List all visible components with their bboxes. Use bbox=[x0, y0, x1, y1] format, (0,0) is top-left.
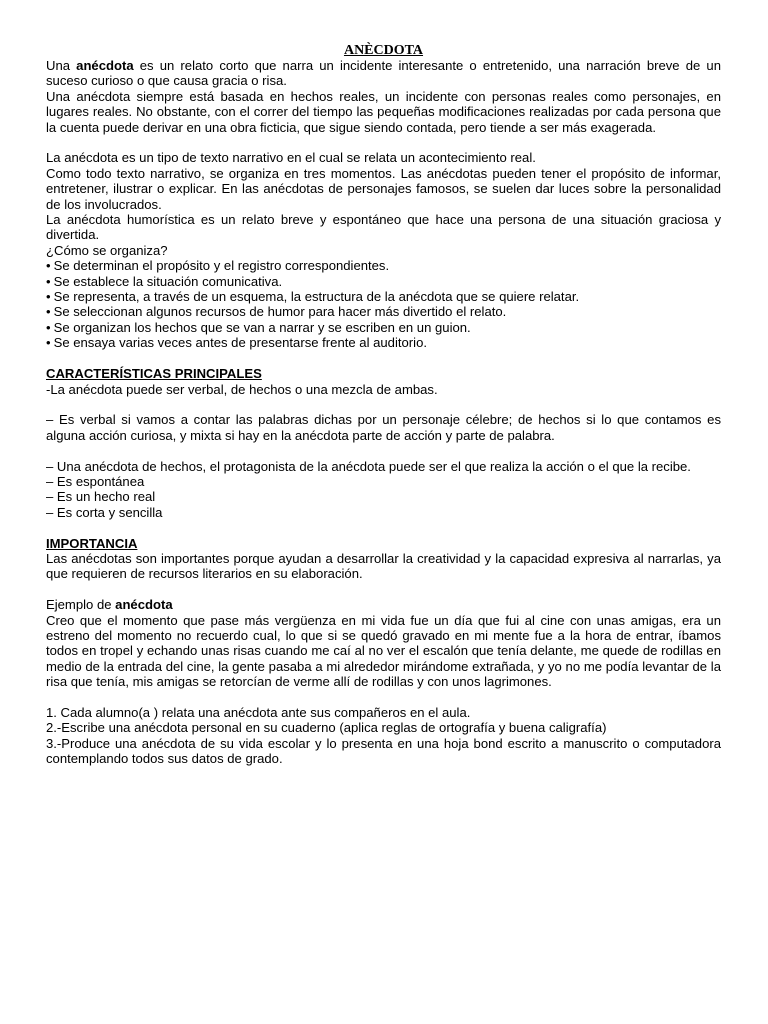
characteristic-item: – Es espontánea bbox=[46, 473, 145, 489]
importance-heading: IMPORTANCIA bbox=[46, 535, 138, 551]
narrative-paragraph-1: La anécdota es un tipo de texto narrativo en el cual se relata un acontecimiento real. bbox=[46, 150, 536, 166]
list-item: • Se establece la situación comunicativa. bbox=[46, 274, 721, 289]
organization-question: ¿Cómo se organiza? bbox=[46, 242, 168, 258]
intro-term: anécdota bbox=[76, 58, 134, 73]
spacer bbox=[46, 443, 721, 458]
spacer bbox=[46, 135, 721, 150]
intro-definition: es un relato corto que narra un incidente interesante o entretenido, una narración breve de un suceso curioso o que causa gracia o risa. bbox=[46, 58, 721, 89]
spacer bbox=[46, 351, 721, 366]
list-item: • Se ensaya varias veces antes de presentarse frente al auditorio. bbox=[46, 335, 721, 350]
list-item: • Se seleccionan algunos recursos de humor para hacer más divertido el relato. bbox=[46, 304, 721, 319]
example-label-prefix: Ejemplo de bbox=[46, 597, 116, 613]
characteristics-paragraph-1: -La anécdota puede ser verbal, de hechos o una mezcla de ambas. bbox=[46, 381, 438, 397]
importance-paragraph: Las anécdotas son importantes porque ayudan a desarrollar la creatividad y la capacidad expresiva al narrarlas, ya que requieren de recursos literarios en su elaboración. bbox=[46, 550, 721, 582]
spacer bbox=[46, 520, 721, 535]
task-item: 2.-Escribe una anécdota personal en su cuaderno (aplica reglas de ortografía y buena caligrafía) bbox=[46, 720, 607, 736]
intro-paragraph-1 bbox=[46, 58, 721, 89]
intro-prefix: Una bbox=[46, 58, 77, 73]
spacer bbox=[46, 582, 721, 597]
narrative-paragraph-3: La anécdota humorística es un relato breve y espontáneo que hace una persona de una situación graciosa y divertida. bbox=[46, 212, 721, 243]
spacer bbox=[46, 690, 721, 705]
spacer bbox=[46, 397, 721, 412]
characteristic-item: – Es corta y sencilla bbox=[46, 504, 163, 520]
organization-steps-list bbox=[46, 258, 721, 350]
characteristics-paragraph-3: – Una anécdota de hechos, el protagonista de la anécdota puede ser el que realiza la acción o el que la recibe. bbox=[46, 458, 691, 474]
list-item: • Se determinan el propósito y el registro correspondientes. bbox=[46, 258, 721, 273]
intro-paragraph-2: Una anécdota siempre está basada en hechos reales, un incidente con personas reales como personajes, en lugares reales. No obstante, con el correr del tiempo las pequeñas modificaciones realizadas por cada persona que la cuenta puede derivar en una obra ficticia, que sigue siendo contada, pero tiende a ser más exagerada. bbox=[46, 88, 721, 135]
task-item: 1. Cada alumno(a ) relata una anécdota ante sus compañeros en el aula. bbox=[46, 704, 471, 720]
example-label-term: anécdota bbox=[115, 597, 173, 613]
list-item: • Se organizan los hechos que se van a narrar y se escriben en un guion. bbox=[46, 320, 721, 335]
example-label bbox=[46, 597, 721, 612]
characteristic-item: – Es un hecho real bbox=[46, 489, 156, 505]
list-item: • Se representa, a través de un esquema, la estructura de la anécdota que se quiere relatar. bbox=[46, 289, 721, 304]
example-story: Creo que el momento que pase más vergüenza en mi vida fue un día que fui al cine con unas amigas, era un estreno del momento no recuerdo cual, lo que si se quedó gravado en mi mente fue a la hora de entrar, íbamos todos en tropel y echando unas risas cuando me caí al no ver el escalón que tenía delante, me quede de rodillas en medio de la entrada del cine, la gente pasaba a mi alrededor mirándome extrañada, y yo no me podía levantar de la risa que tenía, mis amigas se retorcían de verme allí de rodillas y con unos lagrimones. bbox=[46, 612, 721, 690]
characteristics-heading: CARACTERÍSTICAS PRINCIPALES bbox=[46, 366, 262, 382]
narrative-paragraph-2: Como todo texto narrativo, se organiza en tres momentos. Las anécdotas pueden tener el propósito de informar, entretener, ilustrar o explicar. En las anécdotas de personajes famosos, se suelen dar luces sobre la personalidad de los involucrados. bbox=[46, 165, 721, 212]
document-title: ANÈCDOTA bbox=[343, 43, 424, 58]
document-page bbox=[46, 43, 721, 767]
task-item: 3.-Produce una anécdota de su vida escolar y lo presenta en una hoja bond escrito a manuscrito o computadora contemplando todos sus datos de grado. bbox=[46, 735, 721, 767]
characteristics-paragraph-2: – Es verbal si vamos a contar las palabras dichas por un personaje célebre; de hechos si lo que contamos es alguna acción curiosa, y mixta si hay en la anécdota parte de acción y parte de palabra. bbox=[46, 412, 721, 443]
